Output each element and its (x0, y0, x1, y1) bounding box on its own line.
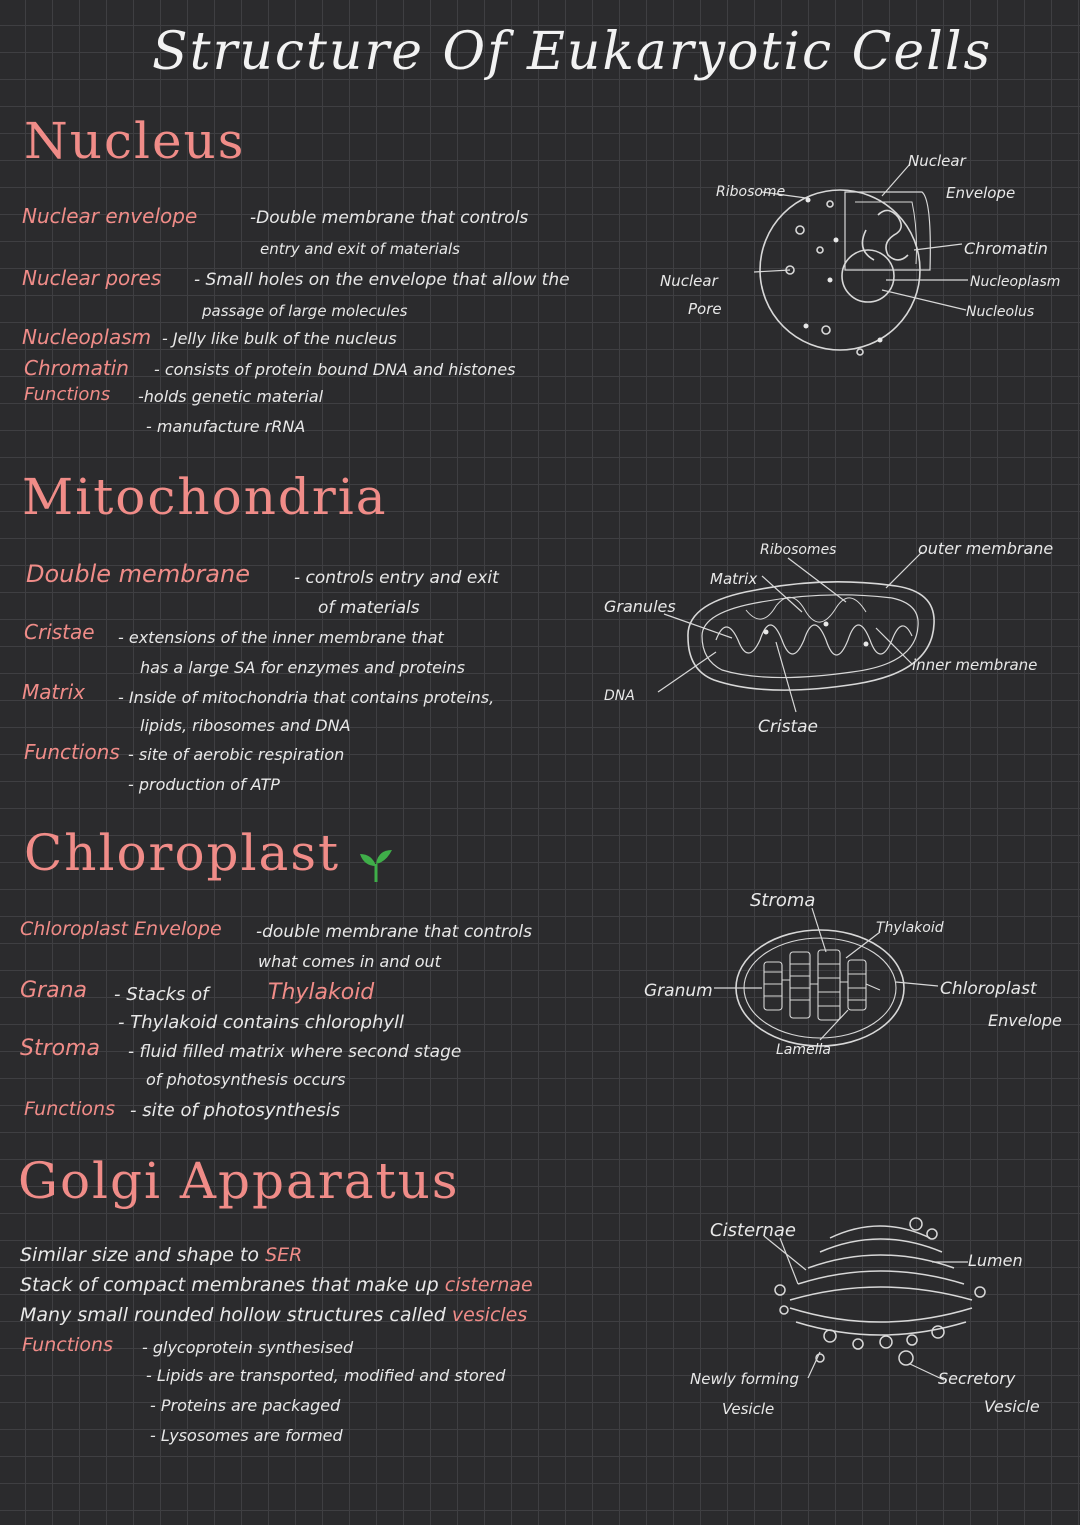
matrix-label: Matrix (710, 570, 758, 588)
matrix-def-1: - Inside of mitochondria that contains proteins, (118, 688, 495, 707)
lamella-label: Lamella (776, 1042, 831, 1058)
lumen-label: Lumen (968, 1251, 1023, 1270)
newly-forming-line (808, 1352, 820, 1378)
pore (822, 326, 830, 334)
nuclear-envelope-def-2: entry and exit of materials (260, 240, 460, 258)
secretory-label-1: Secretory (938, 1369, 1016, 1388)
golgi-line-2 (20, 1274, 533, 1296)
double-membrane-term: Double membrane (26, 560, 250, 588)
chromatin-strand-2 (862, 230, 874, 260)
pore (817, 247, 823, 253)
nuclear-envelope-label-1: Nuclear (908, 152, 966, 170)
golgi-line-2-text: Stack of compact membranes that make up (20, 1274, 439, 1296)
chloroplast-envelope-def-1: -double membrane that controls (256, 922, 532, 942)
stroma-def-2: of photosynthesis occurs (146, 1070, 346, 1089)
mitochondria-diagram (596, 532, 1080, 742)
golgi-function-3: - Proteins are packaged (150, 1396, 341, 1415)
cisterna (796, 1322, 966, 1335)
grana-thylakoid-term: Thylakoid (268, 980, 375, 1005)
nuclear-pores-def-1: - Small holes on the envelope that allow the (194, 270, 570, 290)
granule-dot (864, 642, 869, 647)
nucleolus-line (882, 290, 966, 310)
outer-membrane-line (886, 552, 922, 588)
pore (827, 201, 833, 207)
granule-dot (764, 630, 769, 635)
nuclear-pore-label-1: Nuclear (660, 272, 718, 290)
nuclear-pores-term: Nuclear pores (22, 266, 162, 290)
golgi-function-1: - glycoprotein synthesised (142, 1338, 354, 1357)
cisterna (790, 1287, 972, 1300)
cisternae-label: Cisternae (710, 1220, 796, 1241)
chloroplast-function-1: - site of photosynthesis (130, 1100, 341, 1121)
nucleolus-shape (842, 250, 894, 302)
ser-term: SER (265, 1244, 303, 1266)
double-membrane-def-1: - controls entry and exit (294, 568, 499, 588)
nucleus-diagram (650, 140, 1080, 380)
chloroplast-inner (744, 938, 896, 1038)
golgi-functions-term: Functions (22, 1334, 113, 1356)
golgi-line-1 (20, 1244, 302, 1266)
nucleoplasm-def: - Jelly like bulk of the nucleus (162, 329, 397, 348)
cisternae-line (764, 1236, 806, 1270)
ribosome-label: Ribosome (716, 184, 786, 200)
nucleoplasm-label: Nucleoplasm (970, 274, 1061, 290)
cristae-term: Cristae (24, 620, 95, 644)
chloroplast-envelope-label-2: Envelope (988, 1011, 1062, 1030)
ribosomes-label: Ribosomes (760, 542, 837, 558)
vesicles-term: vesicles (451, 1304, 528, 1326)
cristae-def-2: has a large SA for enzymes and proteins (140, 658, 465, 677)
golgi-function-2: - Lipids are transported, modified and stored (146, 1366, 506, 1385)
granules-label: Granules (604, 597, 676, 616)
chloroplast-heading: Chloroplast (24, 824, 341, 882)
cisterna (798, 1271, 964, 1284)
mitochondria-function-2: - production of ATP (128, 775, 280, 794)
golgi-line-1-text: Similar size and shape to (20, 1244, 260, 1266)
double-membrane-def-2: of materials (318, 598, 420, 618)
chromatin-label: Chromatin (964, 239, 1048, 258)
nucleus-function-2: - manufacture rRNA (146, 417, 306, 436)
golgi-line-3 (20, 1304, 527, 1326)
golgi-function-4: - Lysosomes are formed (150, 1426, 343, 1445)
vesicle (853, 1339, 863, 1349)
vesicle (975, 1287, 985, 1297)
granum-stacks (764, 950, 880, 1020)
vesicle (780, 1306, 788, 1314)
golgi-line-3-text: Many small rounded hollow structures called (20, 1304, 446, 1326)
secretory-vesicle (899, 1351, 913, 1365)
vesicle (910, 1218, 922, 1230)
chloroplast-diagram (640, 880, 1080, 1080)
nuclear-pore-label-2: Pore (688, 300, 722, 318)
ribosome-dot (804, 324, 809, 329)
vesicle (927, 1229, 937, 1239)
cisterna (790, 1308, 972, 1322)
grana-term: Grana (20, 978, 87, 1003)
inner-membrane-shape (702, 595, 918, 678)
cisterna (820, 1239, 942, 1252)
thylakoid-label: Thylakoid (876, 920, 944, 936)
nucleoplasm-term: Nucleoplasm (22, 325, 152, 349)
sprout-icon (356, 848, 396, 884)
nuclear-pores-def-2: passage of large molecules (202, 302, 408, 320)
stroma-term: Stroma (20, 1036, 101, 1061)
nucleus-functions-term: Functions (24, 384, 111, 405)
newly-forming-label-1: Newly forming (690, 1370, 799, 1388)
ribosome-dot (834, 238, 839, 243)
mitochondria-heading: Mitochondria (22, 468, 388, 526)
vesicle (824, 1330, 836, 1342)
matrix-def-2: lipids, ribosomes and DNA (140, 716, 351, 735)
stroma-label: Stroma (750, 890, 816, 911)
dna-line (658, 652, 716, 692)
granules-line (664, 614, 732, 638)
matrix-line (762, 576, 802, 612)
golgi-heading: Golgi Apparatus (18, 1152, 460, 1210)
cristae-label: Cristae (758, 717, 818, 737)
cisterna (830, 1226, 930, 1238)
nucleus-function-1: -holds genetic material (138, 387, 324, 406)
grana-def-1: - Stacks of (114, 984, 209, 1005)
envelope-line (882, 164, 910, 196)
grana-def-2: - Thylakoid contains chlorophyll (118, 1012, 405, 1033)
nuclear-envelope-def-1: -Double membrane that controls (250, 208, 529, 228)
secretory-label-2: Vesicle (984, 1397, 1040, 1416)
nucleolus-label: Nucleolus (966, 304, 1035, 320)
vesicle (880, 1336, 892, 1348)
granule-dot (824, 622, 829, 627)
nucleus-heading: Nucleus (24, 112, 246, 170)
mitochondria-function-1: - site of aerobic respiration (128, 745, 345, 764)
nuclear-envelope-label-2: Envelope (946, 184, 1016, 202)
ribosome-dot (806, 198, 811, 203)
pore (857, 349, 863, 355)
chloroplast-envelope-term: Chloroplast Envelope (20, 918, 222, 940)
ribosome-dot (878, 338, 883, 343)
chloroplast-envelope-label-1: Chloroplast (940, 979, 1037, 999)
vesicle (775, 1285, 785, 1295)
nuclear-envelope-term: Nuclear envelope (22, 204, 198, 228)
outer-membrane-label: outer membrane (918, 539, 1054, 558)
newly-forming-label-2: Vesicle (722, 1400, 775, 1418)
vesicle (907, 1335, 917, 1345)
envelope-line (896, 982, 938, 986)
chromatin-term: Chromatin (24, 356, 129, 380)
page-title: Structure Of Eukaryotic Cells (152, 22, 993, 82)
inner-membrane-line (876, 628, 912, 664)
chloroplast-functions-term: Functions (24, 1098, 115, 1120)
chromatin-def: - consists of protein bound DNA and histones (154, 360, 516, 379)
matrix-term: Matrix (22, 680, 85, 704)
ribosome-dot (828, 278, 833, 283)
chloroplast-envelope-def-2: what comes in and out (258, 952, 441, 971)
cristae-def-1: - extensions of the inner membrane that (118, 628, 444, 647)
chromatin-strand (878, 210, 908, 260)
cisternae-term: cisternae (444, 1274, 533, 1296)
stroma-def-1: - fluid filled matrix where second stage (128, 1042, 462, 1062)
golgi-diagram (680, 1208, 1080, 1428)
dna-label: DNA (604, 688, 635, 704)
vesicle (932, 1326, 944, 1338)
inner-membrane-label: inner membrane (912, 656, 1038, 674)
cristae-folds (716, 625, 912, 655)
pore (796, 226, 804, 234)
mitochondria-functions-term: Functions (24, 740, 120, 764)
chromatin-line (914, 244, 962, 250)
granum-label: Granum (644, 981, 713, 1001)
